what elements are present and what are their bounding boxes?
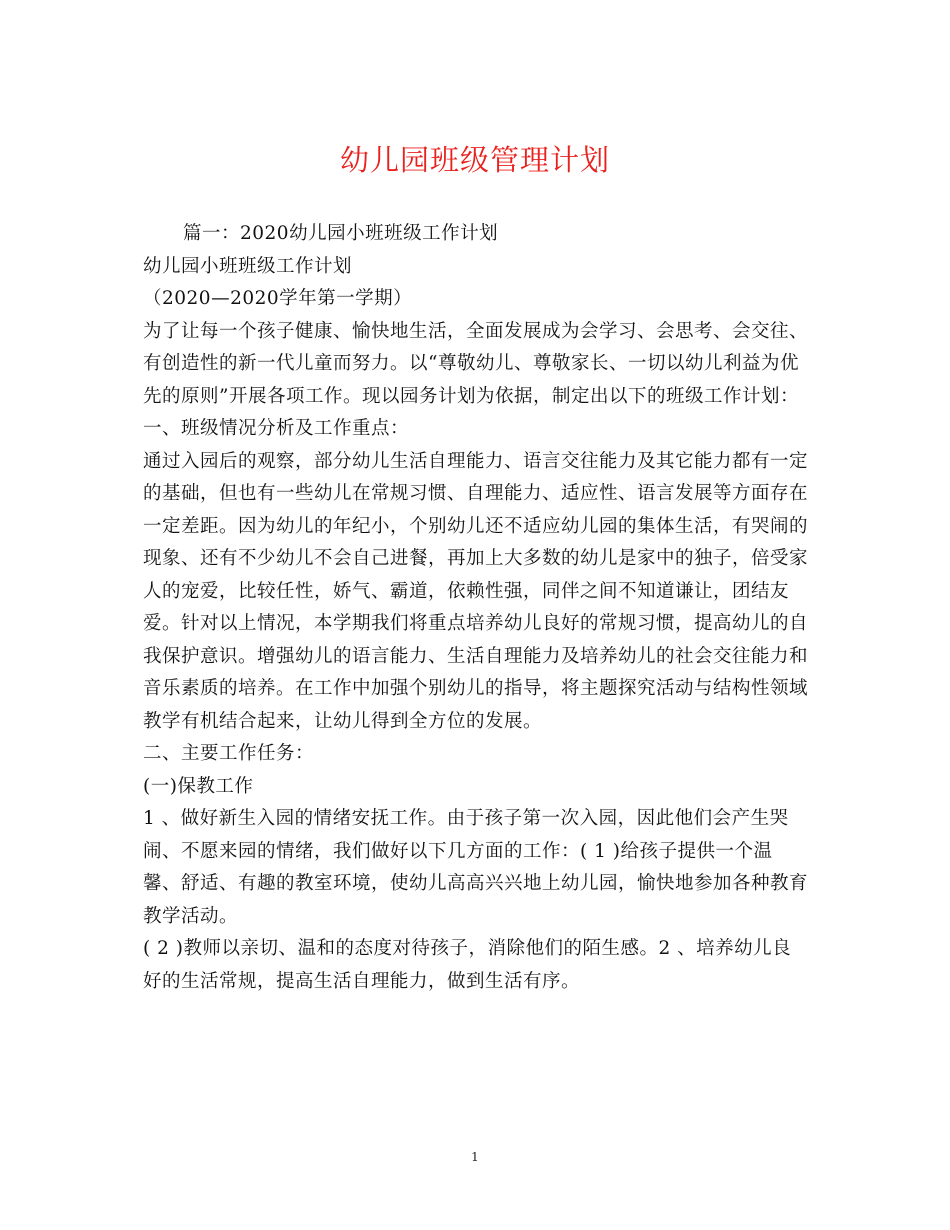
document-title: 幼儿园班级管理计划 xyxy=(339,143,610,177)
task-one-paragraph: 1 、做好新生入园的情绪安抚工作。由于孩子第一次入园，因此他们会产生哭闹、不愿来园的情绪，我们做好以下几方面的工作：( 1 )给孩子提供一个温馨、舒适、有趣的教室环境，使幼儿高高兴兴地上幼儿园，愉快地参加各种教育教学活动。 xyxy=(143,808,809,927)
section-one-heading: 一、班级情况分析及工作重点： xyxy=(143,418,410,439)
plan-term: （2020—2020学年第一学期） xyxy=(143,288,413,309)
page-number: 1 xyxy=(471,1150,479,1164)
intro-paragraph: 为了让每一个孩子健康、愉快地生活，全面发展成为会学习、会思考、会交往、有创造性的新一代儿童而努力。以“尊敬幼儿、尊敬家长、一切以幼儿利益为优先的原则”开展各项工作。现以园务计划为依据，制定出以下的班级工作计划： xyxy=(143,320,809,407)
section-heading: 篇一：2020幼儿园小班班级工作计划 xyxy=(183,223,499,244)
plan-title: 幼儿园小班班级工作计划 xyxy=(143,255,353,277)
class-analysis-paragraph: 通过入园后的观察，部分幼儿生活自理能力、语言交往能力及其它能力都有一定的基础，但也有一些幼儿在常规习惯、自理能力、适应性、语言发展等方面存在一定差距。因为幼儿的年纪小，个别幼儿还不适应幼儿园的集体生活，有哭闹的现象、还有不少幼儿不会自己进餐，再加上大多数的幼儿是家中的独子，倍受家人的宠爱，比较任性，娇气、霸道，依赖性强，同伴之间不知道谦让，团结友爱。针对以上情况，本学期我们将重点培养幼儿良好的常规习惯，提高幼儿的自我保护意识。增强幼儿的语言能力、生活自理能力及培养幼儿的社会交往能力和音乐素质的培养。在工作中加强个别幼儿的指导，将主题探究活动与结构性领域教学有机结合起来，让幼儿得到全方位的发展。 xyxy=(143,450,809,732)
task-two-paragraph: ( 2 )教师以亲切、温和的态度对待孩子，消除他们的陌生感。2 、培养幼儿良好的生活常规，提高生活自理能力，做到生活有序。 xyxy=(143,938,792,992)
document-body xyxy=(143,218,808,998)
section-two-heading: 二、主要工作任务： xyxy=(143,743,315,764)
subsection-heading: (一)保教工作 xyxy=(143,775,254,797)
